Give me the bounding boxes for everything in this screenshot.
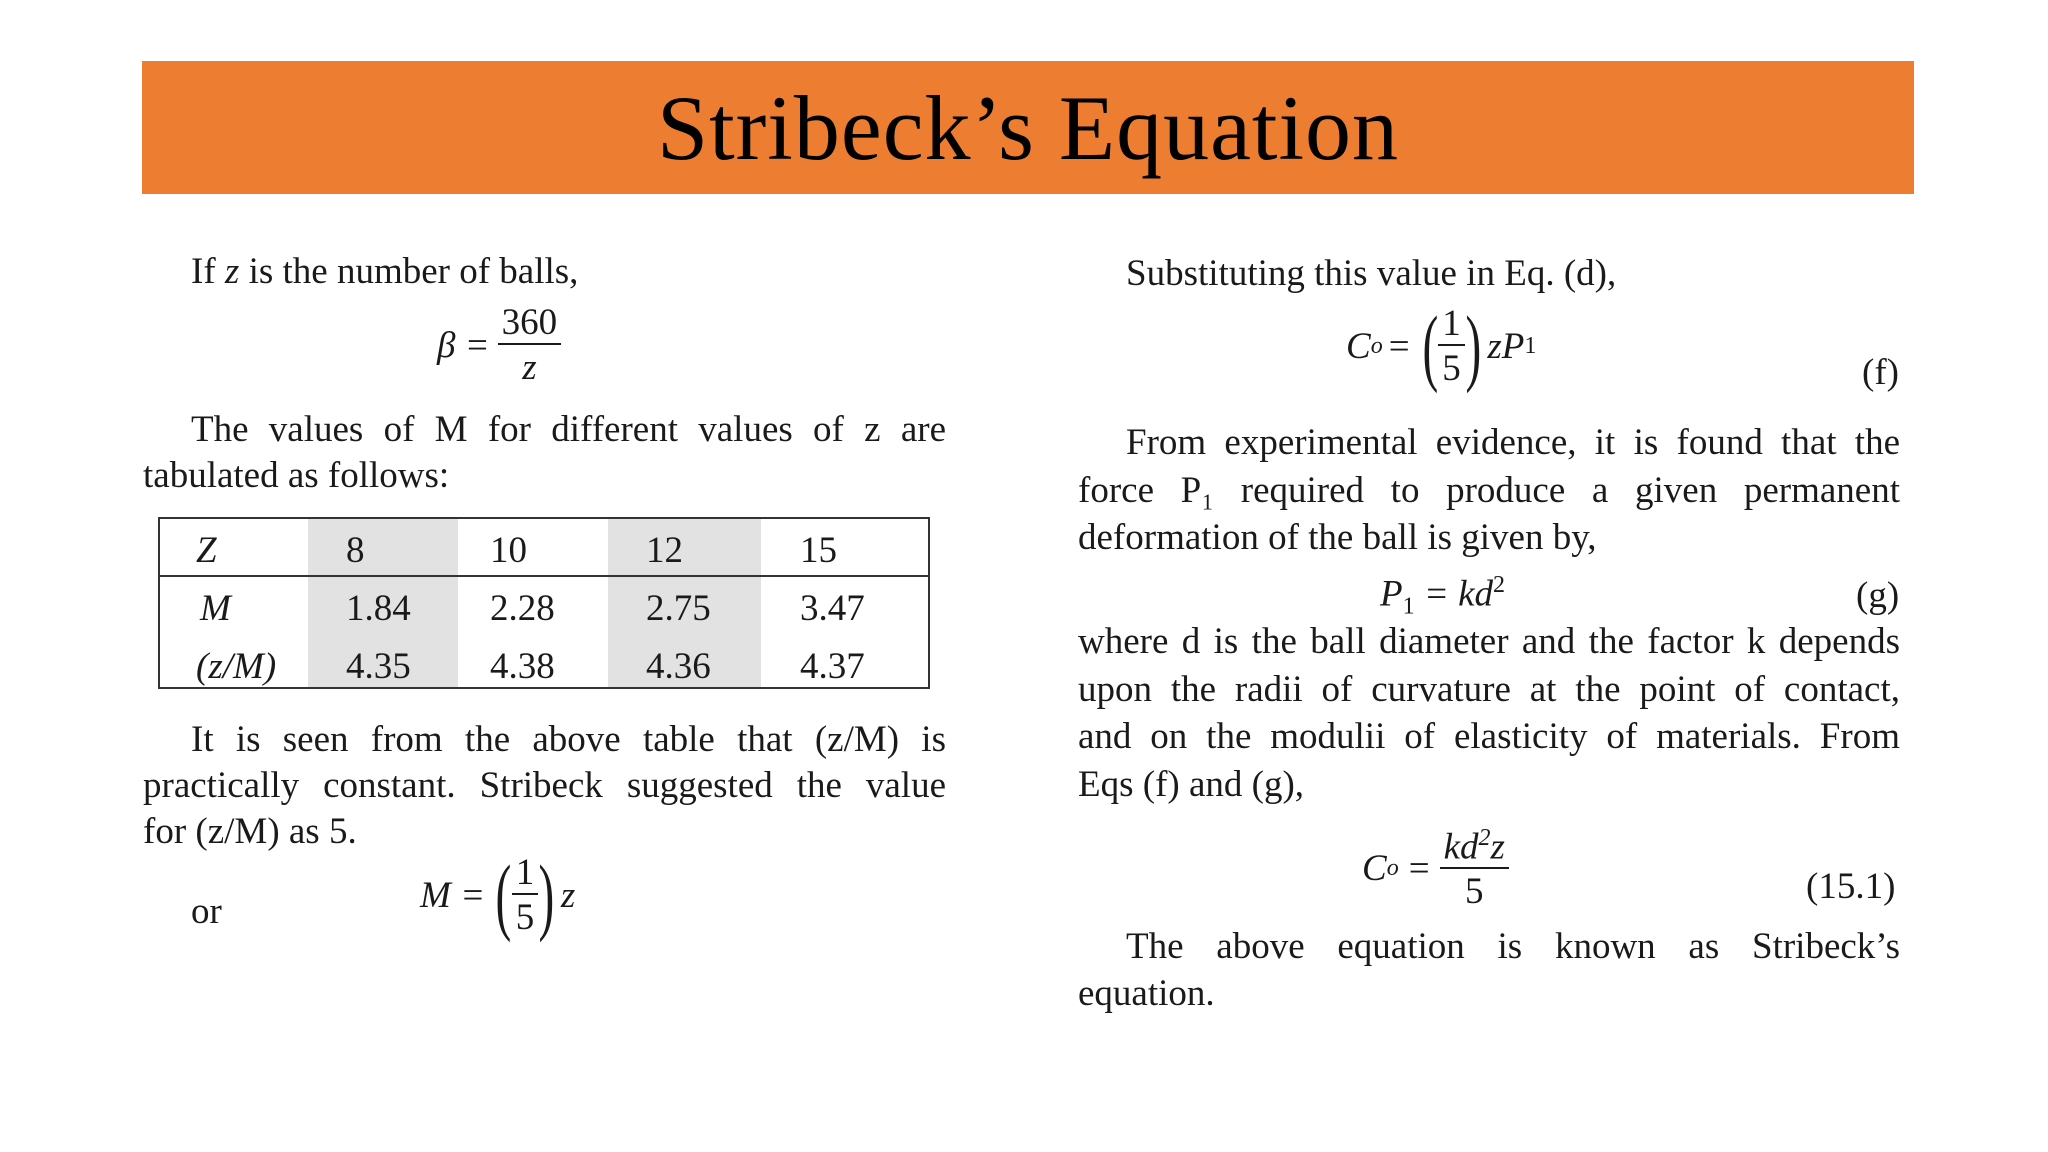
intro-var-z: z [224, 251, 240, 292]
or-word: or [191, 891, 222, 932]
eq-f-numerator: 1 [1438, 305, 1465, 346]
para3-line1: From experimental evidence, it is found that the [1126, 422, 1900, 463]
eq-151-tag: (15.1) [1806, 866, 1896, 907]
para2-line2: practically constant. Stribeck suggested the value [143, 765, 946, 806]
para4-line4: Eqs (f) and (g), [1078, 764, 1305, 805]
eq-g-lhs: P [1380, 573, 1403, 615]
eq-f-lhs-sub: o [1370, 333, 1383, 359]
table-cell: 3.47 [800, 588, 865, 629]
beta-numerator: 360 [498, 304, 562, 345]
intro-text-b: is the number of balls, [239, 251, 579, 292]
eq-f-fraction [1438, 305, 1465, 387]
eq-151-num-a: kd [1443, 826, 1479, 868]
table-cell: 4.36 [646, 646, 711, 687]
m-var-z: z [560, 874, 576, 916]
table-cell: 4.37 [800, 646, 865, 687]
para4-line3: and on the modulii of elasticity of materials. From [1078, 716, 1900, 757]
eq-f-rhs-sub: 1 [1524, 333, 1537, 359]
para3-line3: deformation of the ball is given by, [1078, 517, 1597, 558]
para2-line3: for (z/M) as 5. [143, 811, 357, 852]
eq-f [1346, 298, 1537, 394]
intro-text-a: If [191, 251, 225, 292]
para4-line1: where d is the ball diameter and the factor k depends [1078, 621, 1900, 662]
eq-151-lhs-sub: o [1386, 855, 1399, 882]
beta-denominator: z [522, 347, 537, 388]
m-lhs: M = [420, 874, 486, 916]
eq-g-rhs: = kd [1423, 573, 1493, 615]
eq-f-equals: = [1388, 325, 1410, 367]
table-header-divider [160, 575, 928, 577]
table-header-cell: 10 [490, 530, 527, 571]
m-denominator: 5 [515, 897, 535, 938]
eq-g-tag: (g) [1856, 575, 1900, 616]
para5-line1: The above equation is known as Stribeck’s [1126, 926, 1900, 967]
left-paren-icon: ( [495, 847, 512, 943]
substitute-line: Substituting this value in Eq. (d), [1126, 253, 1617, 294]
eq-151-numerator [1440, 826, 1509, 869]
eq-151-denominator: 5 [1464, 871, 1484, 913]
eq-f-rhs: zP [1487, 325, 1525, 367]
eq-g [1380, 573, 1505, 619]
eq-15-1 [1362, 825, 1509, 913]
para1-line1: The values of M for different values of z are [191, 409, 946, 450]
eq-g-rhs-sup: 2 [1493, 572, 1505, 598]
para2-line1: It is seen from the above table that (z/M) is [191, 719, 946, 760]
title-banner [142, 61, 1914, 194]
m-numerator: 1 [512, 854, 539, 895]
table-header-cell: 8 [346, 530, 365, 571]
table-cell: 2.75 [646, 588, 711, 629]
left-paren-icon: ( [1422, 298, 1438, 394]
eq-151-fraction [1440, 825, 1509, 913]
eq-f-lhs: C [1346, 325, 1371, 367]
m-equation [420, 847, 576, 943]
table-cell: 2.28 [490, 588, 555, 629]
z-m-table [158, 517, 930, 689]
beta-fraction [498, 304, 562, 386]
para1-line2: tabulated as follows: [143, 455, 450, 496]
intro-line [191, 253, 578, 290]
eq-g-lhs-sub: 1 [1402, 593, 1415, 620]
table-header-z: Z [196, 530, 217, 571]
table-header-cell: 12 [646, 530, 683, 571]
para5-line2: equation. [1078, 973, 1215, 1014]
beta-equation [437, 304, 561, 386]
eq-f-denominator: 5 [1442, 348, 1461, 389]
beta-lhs: β = [437, 324, 490, 366]
right-paren-icon: ) [1465, 298, 1481, 394]
m-fraction [512, 854, 539, 936]
table-cell: 4.35 [346, 646, 411, 687]
table-row-label-zm: (z/M) [196, 646, 277, 687]
table-row-label-m: M [200, 588, 231, 629]
table-header-cell: 15 [800, 530, 837, 571]
para3-line2: force P₁ required to produce a given permanent [1078, 470, 1900, 511]
table-cell: 4.38 [490, 646, 555, 687]
para4-line2: upon the radii of curvature at the point of contact, [1078, 669, 1900, 710]
table-cell: 1.84 [346, 588, 411, 629]
eq-151-num-sup: 2 [1478, 825, 1491, 851]
eq-f-tag: (f) [1862, 352, 1899, 393]
right-paren-icon: ) [538, 847, 555, 943]
eq-151-equals: = [1408, 847, 1430, 889]
slide-title: Stribeck’s Equation [656, 76, 1400, 179]
eq-151-lhs: C [1362, 847, 1387, 889]
eq-151-num-b: z [1490, 826, 1505, 868]
